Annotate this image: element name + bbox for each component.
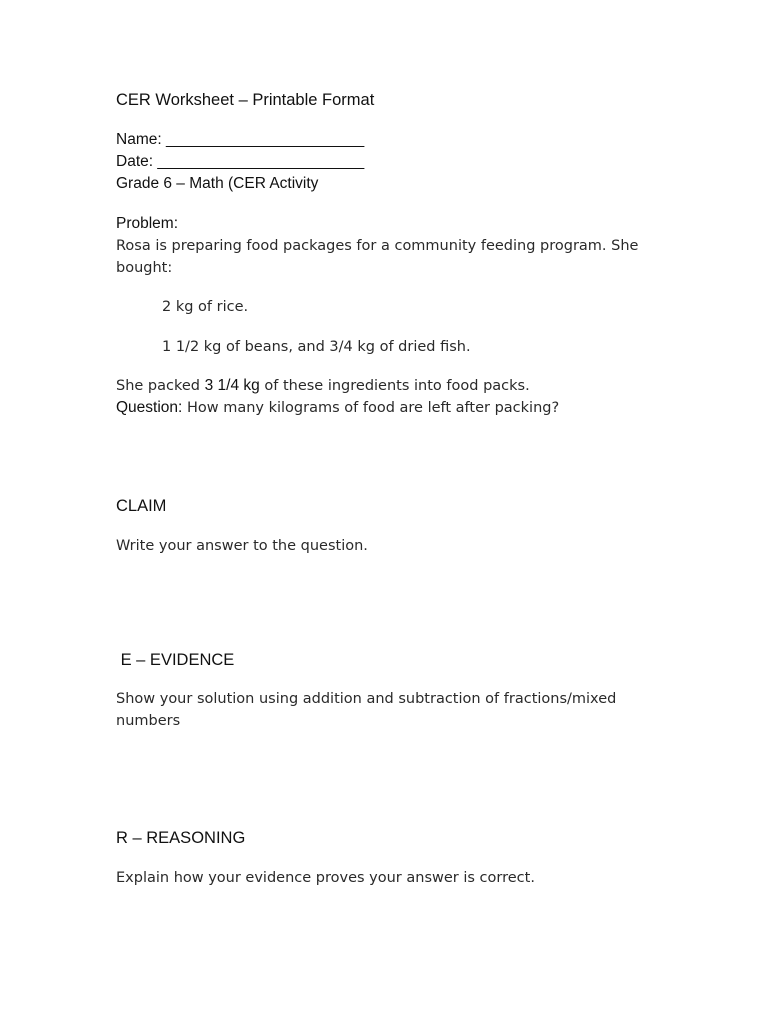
question-label: Question: — [116, 399, 183, 416]
problem-text-line1: Rosa is preparing food packages for a community feeding program. She — [116, 238, 639, 254]
evidence-instruction-line1: Show your solution using addition and subtraction of fractions/mixed — [116, 691, 617, 707]
claim-heading: CLAIM — [116, 497, 167, 515]
question-statement — [116, 398, 559, 418]
page-title: CER Worksheet – Printable Format — [116, 91, 375, 109]
name-field: Name: _______________________ — [116, 131, 365, 148]
problem-label: Problem: — [116, 215, 179, 232]
reasoning-instruction: Explain how your evidence proves your answer is correct. — [116, 870, 535, 886]
reasoning-heading: R – REASONING — [116, 829, 246, 847]
problem-item-rice: 2 kg of rice. — [162, 299, 249, 315]
evidence-instruction-line2: numbers — [116, 713, 181, 729]
packed-suffix: of these ingredients into food packs. — [259, 378, 530, 394]
date-field: Date: ________________________ — [116, 153, 365, 170]
grade-label: Grade 6 – Math (CER Activity — [116, 175, 319, 192]
packed-amount: 3 1/4 kg — [204, 377, 260, 394]
question-text: How many kilograms of food are left after packing? — [182, 400, 560, 416]
problem-text-line2: bought: — [116, 260, 173, 276]
problem-item-beans-fish: 1 1/2 kg of beans, and 3/4 kg of dried fish. — [162, 339, 471, 355]
packed-statement — [116, 376, 530, 396]
claim-instruction: Write your answer to the question. — [116, 538, 368, 554]
packed-prefix: She packed — [116, 378, 205, 394]
evidence-heading: E – EVIDENCE — [116, 651, 235, 669]
